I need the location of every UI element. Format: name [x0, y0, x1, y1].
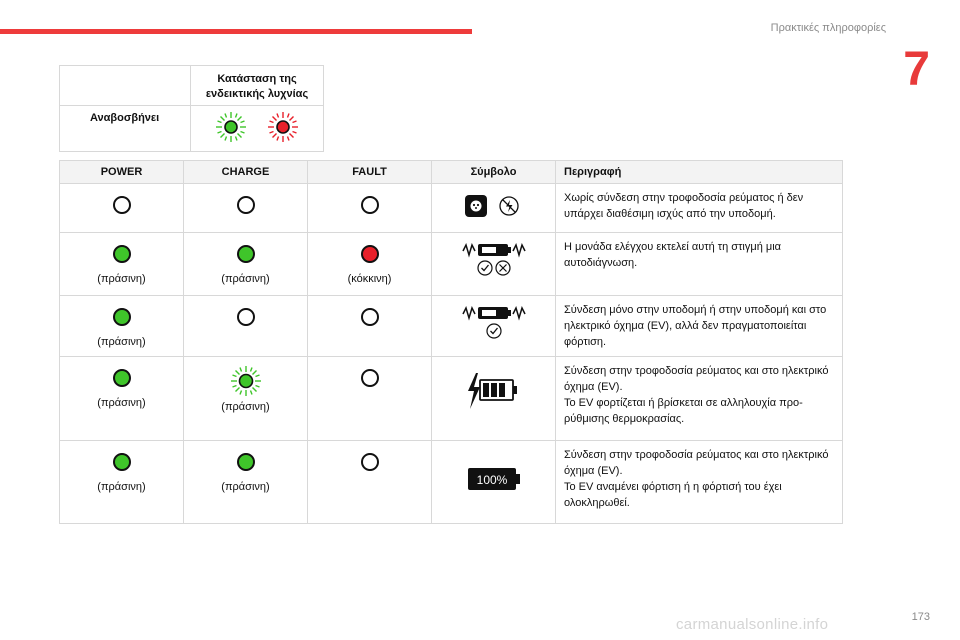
top-accent-bar [0, 29, 472, 34]
legend-blinking-leds [191, 106, 324, 152]
status-table [59, 160, 843, 524]
led-off-icon [361, 196, 379, 214]
table-row [60, 441, 843, 524]
charging-battery-icon [464, 367, 524, 415]
symbol-cell [432, 233, 556, 296]
led-off-icon [361, 308, 379, 326]
legend-empty-cell [60, 66, 191, 106]
fault-cell [308, 296, 432, 357]
table-row [60, 184, 843, 233]
description-line: Το EV φορτίζεται ή βρίσκεται σε αλληλουχία προ-ρύθμισης θερμοκρασίας. [564, 397, 803, 425]
fault-cell [308, 441, 432, 524]
column-header-charge: CHARGE [184, 161, 308, 184]
column-header-fault: FAULT [308, 161, 432, 184]
led-off-icon [237, 308, 255, 326]
column-header-power: POWER [60, 161, 184, 184]
description-cell: Χωρίς σύνδεση στην τροφοδοσία ρεύματος ή δεν υπάρχει διαθέσιμη ισχύς από την υποδομή. [556, 184, 843, 233]
description-cell [556, 357, 843, 441]
led-caption: (πράσινη) [97, 397, 146, 409]
led-off-icon [361, 453, 379, 471]
led-off-icon [237, 196, 255, 214]
battery-level-text: 100% [476, 473, 507, 487]
legend-table [59, 65, 324, 152]
charge-cell [184, 233, 308, 296]
legend-row-label: Αναβοσβήνει [60, 106, 191, 152]
power-cell [60, 296, 184, 357]
self-diagnosis-icon [461, 243, 527, 277]
table-header-row [60, 161, 843, 184]
description-line: Το EV αναμένει φόρτιση ή η φόρτισή του έχει ολοκληρωθεί. [564, 481, 782, 509]
charge-cell [184, 441, 308, 524]
watermark: carmanualsonline.info [676, 616, 829, 633]
page-number: 173 [911, 611, 930, 623]
table-row [60, 296, 843, 357]
description-line: Σύνδεση στην τροφοδοσία ρεύματος και στο ηλεκτρικό όχημα (EV). [564, 365, 829, 393]
fault-cell [308, 233, 432, 296]
led-caption: (πράσινη) [221, 273, 270, 285]
led-caption: (κόκκινη) [347, 273, 392, 285]
power-cell [60, 184, 184, 233]
led-off-icon [361, 369, 379, 387]
led-green-icon [113, 369, 131, 387]
table-row [60, 357, 843, 441]
section-title: Πρακτικές πληροφορίες [770, 22, 886, 34]
led-caption: (πράσινη) [97, 481, 146, 493]
charge-cell [184, 184, 308, 233]
led-red-icon [361, 245, 379, 263]
legend-header: Κατάσταση της ενδεικτικής λυχνίας [191, 66, 324, 106]
no-power-icon [459, 194, 529, 220]
led-green-icon [113, 453, 131, 471]
power-cell [60, 233, 184, 296]
led-green-blinking-icon [228, 365, 264, 397]
symbol-cell [432, 441, 556, 524]
chapter-number: 7 [903, 43, 930, 96]
description-cell [556, 441, 843, 524]
charge-cell [184, 357, 308, 441]
power-cell [60, 357, 184, 441]
connected-icon [461, 306, 527, 340]
led-green-icon [237, 245, 255, 263]
table-row [60, 233, 843, 296]
led-green-icon [113, 245, 131, 263]
led-green-icon [237, 453, 255, 471]
fault-cell [308, 357, 432, 441]
description-line: Σύνδεση στην τροφοδοσία ρεύματος και στο ηλεκτρικό όχημα (EV). [564, 449, 829, 477]
led-caption: (πράσινη) [97, 336, 146, 348]
column-header-symbol: Σύμβολο [432, 161, 556, 184]
led-caption: (πράσινη) [97, 273, 146, 285]
description-cell: Η μονάδα ελέγχου εκτελεί αυτή τη στιγμή μια αυτοδιάγνωση. [556, 233, 843, 296]
led-green-icon [113, 308, 131, 326]
led-caption: (πράσινη) [221, 401, 270, 413]
led-off-icon [113, 196, 131, 214]
symbol-cell [432, 357, 556, 441]
blinking-leds-icon [202, 109, 312, 145]
full-battery-icon [466, 467, 522, 493]
description-cell: Σύνδεση μόνο στην υποδομή ή στην υποδομή και στο ηλεκτρικό όχημα (EV), αλλά δεν πραγματοποιείται φόρτιση. [556, 296, 843, 357]
charge-cell [184, 296, 308, 357]
power-cell [60, 441, 184, 524]
led-caption: (πράσινη) [221, 481, 270, 493]
column-header-description: Περιγραφή [556, 161, 843, 184]
symbol-cell [432, 296, 556, 357]
symbol-cell [432, 184, 556, 233]
fault-cell [308, 184, 432, 233]
